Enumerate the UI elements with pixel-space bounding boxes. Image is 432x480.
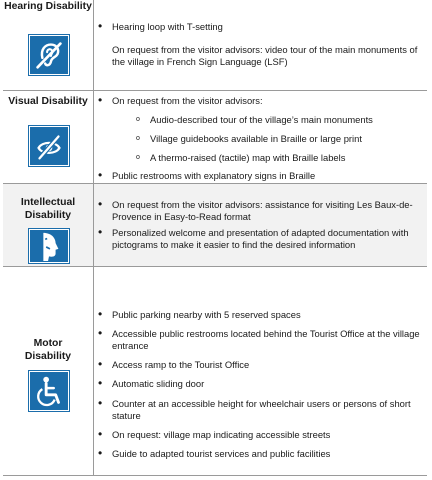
section-label: Visual Disability: [8, 96, 88, 107]
section-content: [94, 91, 427, 183]
sub-list-item: o A thermo-raised (tactile) map with Braille labels: [150, 152, 421, 164]
accessibility-table: [3, 0, 427, 476]
list-item: • Access ramp to the Tourist Office: [112, 359, 421, 371]
list-item: • Public restrooms with explanatory signs in Braille: [112, 170, 421, 182]
section-content: [94, 267, 427, 475]
section-header: [3, 0, 93, 90]
section-content: [94, 184, 427, 266]
list-item: • Automatic sliding door: [112, 378, 421, 390]
list-item: • Public parking nearby with 5 reserved spaces: [112, 309, 421, 321]
section-header: [3, 267, 93, 475]
section-visual: [3, 91, 427, 184]
list-item: • On request from the visitor advisors:: [112, 95, 421, 107]
list-item: • On request from the visitor advisors: assistance for visiting Les Baux-de-Provence in Easy-to-Read format: [112, 199, 421, 223]
visual-impairment-icon: [29, 126, 69, 166]
list-item: • Accessible public restrooms located behind the Tourist Office at the village entrance: [112, 328, 421, 352]
sub-list-item: o Audio-described tour of the village’s main monuments: [150, 114, 421, 126]
section-label: Motor Disability: [24, 338, 72, 362]
section-label: Intellectual Disability: [20, 197, 76, 221]
section-motor: [3, 267, 427, 476]
wheelchair-icon: [29, 371, 69, 411]
section-intellectual: [3, 184, 427, 267]
list-item: • Guide to adapted tourist services and public facilities: [112, 448, 421, 460]
section-header: [3, 91, 93, 183]
intellectual-disability-icon: [29, 229, 69, 263]
hearing-loop-icon: [29, 35, 69, 75]
section-header: [3, 184, 93, 266]
list-item-paragraph: On request from the visitor advisors: video tour of the main monuments of the village in French Sign Language (LSF): [112, 44, 418, 67]
section-hearing: [3, 0, 427, 91]
list-item: • On request: village map indicating accessible streets: [112, 429, 421, 441]
sub-list-item: o Village guidebooks available in Braille or large print: [150, 133, 421, 145]
list-item: • Personalized welcome and presentation of adapted documentation with pictograms to make it easier to find the desired information: [112, 227, 421, 251]
list-item: • Counter at an accessible height for wheelchair users or persons of short stature: [112, 398, 421, 422]
list-item: • Hearing loop with T-setting: [112, 21, 421, 33]
section-label: Hearing Disability: [4, 1, 92, 12]
section-content: [94, 0, 427, 90]
